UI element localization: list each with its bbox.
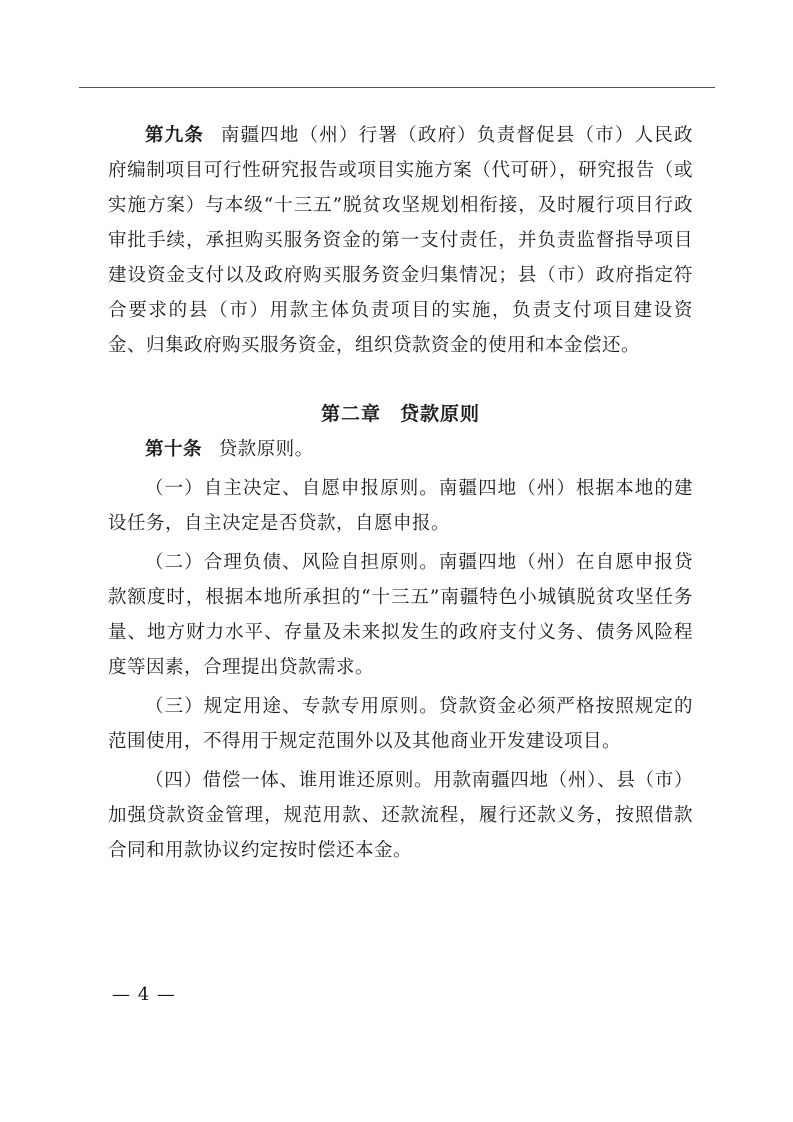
principle-item-2: （二）合理负债、风险自担原则。南疆四地（州）在自愿申报贷款额度时，根据本地所承担的“十三五”南疆特色小城镇脱贫攻坚任务量、地方财力水平、存量及未来拟发生的政府支付义务、债务风险程度等因素，合理提出贷款需求。	[108, 552, 693, 678]
article-10-label: 第十条	[145, 439, 203, 460]
article-9-label: 第九条	[145, 125, 205, 146]
principle-item-4: （四）借偿一体、谁用谁还原则。用款南疆四地（州）、县（市）加强贷款资金管理，规范用款、还款流程，履行还款义务，按照借款合同和用款协议约定按时偿还本金。	[108, 770, 693, 861]
document-body	[108, 118, 693, 868]
article-10-paragraph	[108, 432, 693, 467]
chapter-heading	[108, 396, 693, 432]
principle-item-1: （一）自主决定、自愿申报原则。南疆四地（州）根据本地的建设任务，自主决定是否贷款，自愿申报。	[108, 478, 693, 534]
page-footer	[112, 983, 176, 1007]
chapter-title: 贷款原则	[400, 403, 481, 425]
page-number: 4	[137, 984, 151, 1005]
footer-dash-right: —	[156, 984, 176, 1005]
article-10-text: 贷款原则。	[218, 439, 314, 460]
article-9-text: 南疆四地（州）行署（政府）负责督促县（市）人民政府编制项目可行性研究报告或项目实施方案（代可研），研究报告（或实施方案）与本级“十三五”脱贫攻坚规划相衔接，及时履行项目行政审批手续，承担购买服务资金的第一支付责任，并负责监督指导项目建设资金支付以及政府购买服务资金归集情况；县（市）政府指定符合要求的县（市）用款主体负责项目的实施，负责支付项目建设资金、归集政府购买服务资金，组织贷款资金的使用和本金偿还。	[108, 125, 693, 356]
header-rule	[79, 87, 715, 88]
article-9-paragraph	[108, 118, 693, 363]
chapter-number: 第二章	[320, 403, 381, 425]
footer-dash-left: —	[112, 984, 131, 1005]
principle-item-3: （三）规定用途、专款专用原则。贷款资金必须严格按照规定的范围使用，不得用于规定范围外以及其他商业开发建设项目。	[108, 696, 693, 752]
